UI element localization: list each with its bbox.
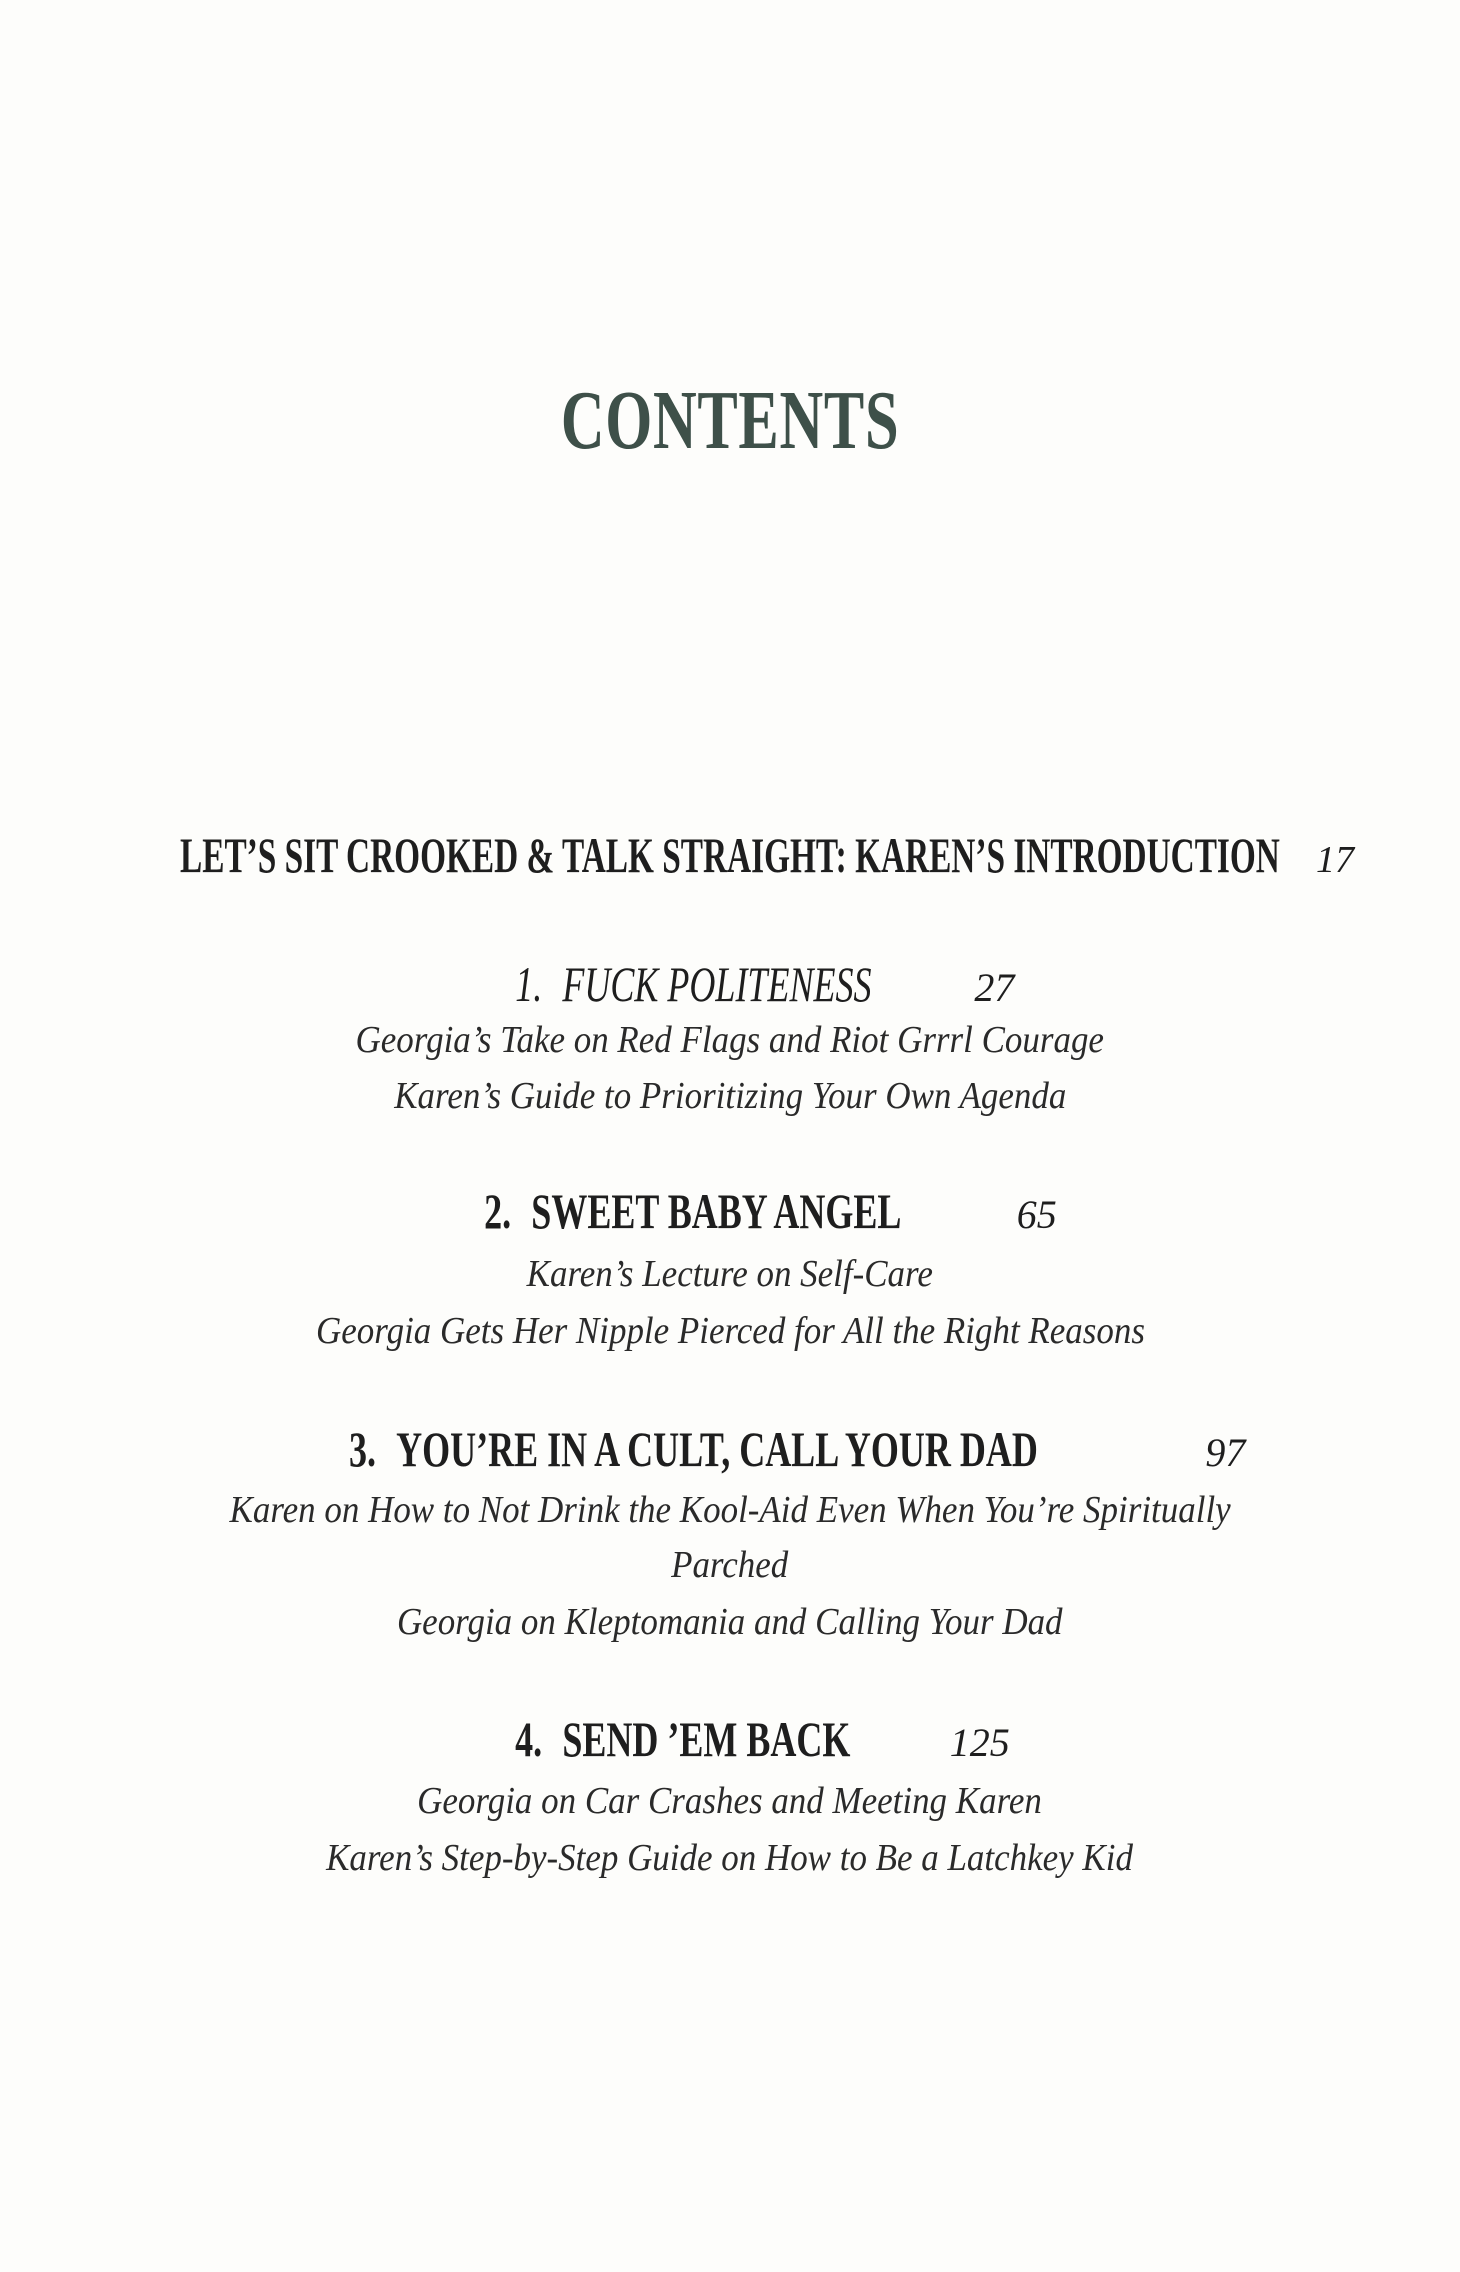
chapter-title: SEND ’EM BACK [562, 1711, 851, 1767]
entry-title: LET’S SIT CROOKED & TALK STRAIGHT: KAREN’S INTRODUCTION [180, 827, 1280, 883]
toc-chapter-4 [0, 1710, 1460, 1768]
chapter-number: 4. [515, 1711, 543, 1767]
toc-chapter-1 [0, 955, 1460, 1013]
toc-chapter-2 [0, 1182, 1460, 1240]
page-number: 27 [974, 965, 1015, 1010]
chapter-title: SWEET BABY ANGEL [531, 1183, 902, 1239]
chapter-title: YOU’RE IN A CULT, CALL YOUR DAD [395, 1421, 1038, 1477]
section-entry: Georgia’s Take on Red Flags and Riot Grrrl Courage [355, 1019, 1105, 1061]
page-number: 97 [1205, 1430, 1246, 1475]
section-entry: Karen’s Step-by-Step Guide on How to Be a Latchkey Kid [326, 1837, 1134, 1879]
chapter-title: FUCK POLITENESS [562, 956, 872, 1012]
chapter-number: 1. [514, 956, 542, 1012]
section-entry: Karen on How to Not Drink the Kool-Aid Even When You’re Spiritually [229, 1489, 1231, 1531]
page-number: 65 [1016, 1192, 1057, 1237]
page-number: 125 [949, 1720, 1010, 1765]
chapter-number: 2. [484, 1183, 512, 1239]
chapter-number: 3. [348, 1421, 376, 1477]
page-title: CONTENTS [560, 374, 900, 467]
section-entry: Georgia on Car Crashes and Meeting Karen [417, 1780, 1043, 1822]
section-entry: Karen’s Guide to Prioritizing Your Own Agenda [393, 1075, 1067, 1117]
section-entry: Georgia Gets Her Nipple Pierced for All the Right Reasons [315, 1310, 1145, 1352]
section-entry: Karen’s Lecture on Self-Care [526, 1253, 934, 1295]
toc-chapter-3 [0, 1420, 1460, 1478]
page-number: 17 [1316, 839, 1354, 881]
section-entry: Georgia on Kleptomania and Calling Your Dad [397, 1601, 1063, 1643]
toc-entry-introduction [0, 826, 1460, 896]
section-entry-continued: Parched [671, 1544, 789, 1586]
